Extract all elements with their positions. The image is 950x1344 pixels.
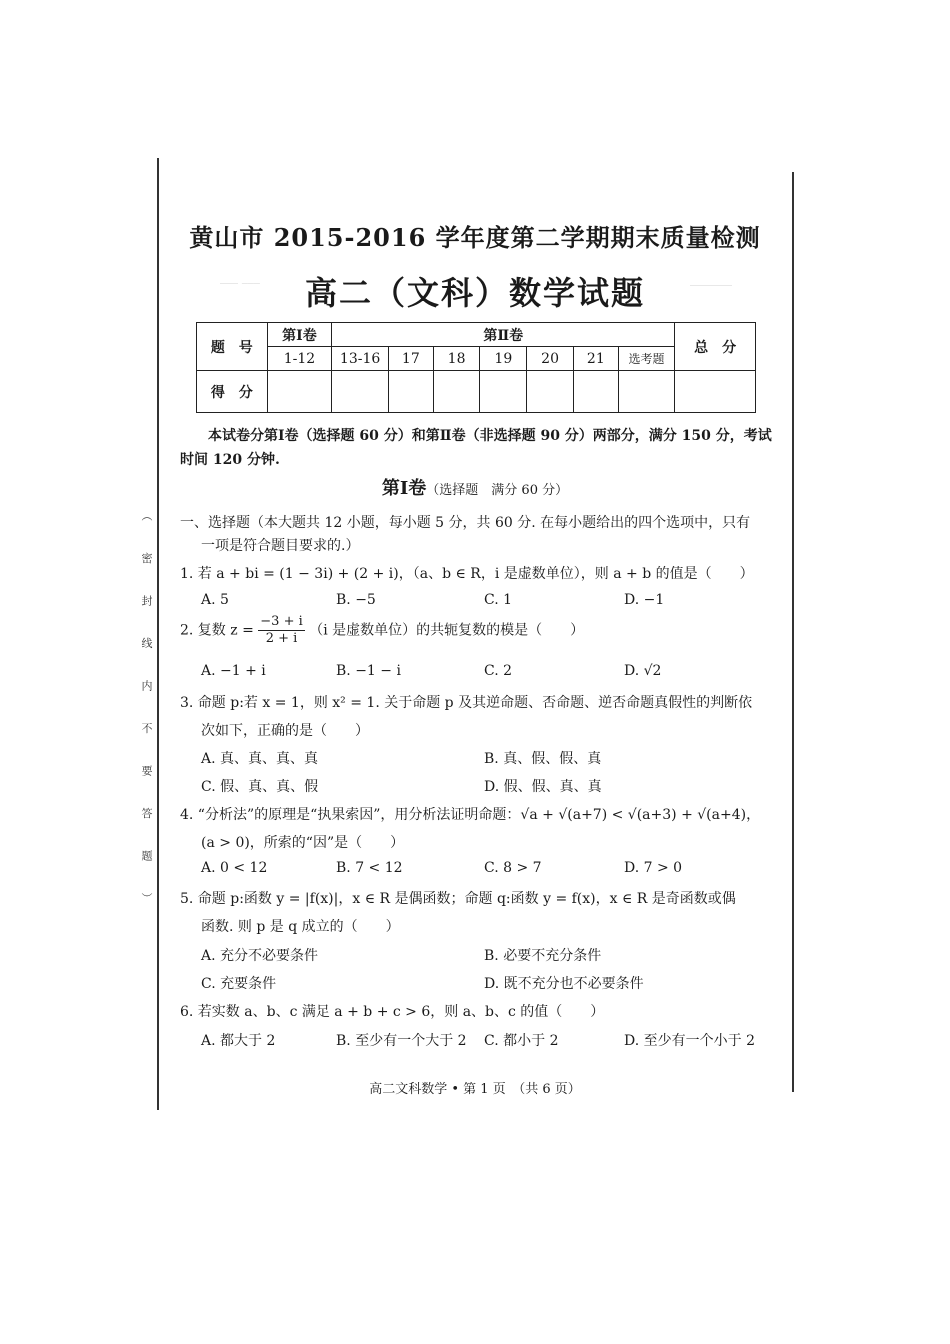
option-d: D. −1 [624, 592, 665, 608]
option-c: C. 都小于 2 [484, 1033, 559, 1049]
question-5-cont: 函数. 则 p 是 q 成立的（ ） [201, 919, 400, 935]
option-a: A. 都大于 2 [201, 1033, 276, 1049]
option-b: B. 必要不充分条件 [484, 948, 602, 964]
score-cell [332, 371, 389, 413]
score-cell [267, 371, 332, 413]
col-header: 18 [433, 347, 480, 371]
bleed-through-mark: _______ [690, 272, 732, 286]
score-cell [433, 371, 480, 413]
fraction-denominator: 2 + i [265, 631, 298, 646]
score-table [196, 322, 756, 413]
col-header: 1-12 [267, 347, 332, 371]
option-a: A. −1 + i [201, 663, 266, 679]
option-d: D. 至少有一个小于 2 [624, 1033, 755, 1049]
fraction-numerator: −3 + i [260, 614, 303, 629]
score-cell [527, 371, 574, 413]
score-cell [675, 371, 756, 413]
option-b: B. 真、假、假、真 [484, 751, 602, 767]
exam-subtitle: 高二（文科）数学试题 [304, 274, 645, 312]
question-6: 6. 若实数 a、b、c 满足 a + b + c > 6，则 a、b、c 的值（ ） [180, 1004, 605, 1020]
option-c: C. 1 [484, 592, 513, 608]
col-header: 17 [388, 347, 433, 371]
option-d: D. 7 > 0 [624, 860, 683, 876]
col-header: 20 [527, 347, 574, 371]
bleed-through-mark: ___ ___ [220, 270, 260, 284]
section-note: （选择题 满分 60 分） [426, 483, 569, 498]
total-header: 总 分 [675, 323, 756, 371]
page-footer: 高二文科数学 • 第 1 页 （共 6 页） [369, 1082, 581, 1097]
option-c: C. 8 > 7 [484, 860, 542, 876]
option-b: B. −5 [336, 592, 376, 608]
col-header: 21 [573, 347, 618, 371]
exam-title: 黄山市 2015-2016 学年度第二学期期末质量检测 [189, 223, 761, 252]
instructions-line: 一项是符合题目要求的.） [201, 538, 360, 554]
option-a: A. 0 < 12 [201, 860, 268, 876]
option-a: A. 5 [201, 592, 229, 608]
question-3: 3. 命题 p:若 x = 1，则 x² = 1. 关于命题 p 及其逆命题、否命题、逆否命题真假性的判断依 [180, 695, 753, 711]
option-c: C. 充要条件 [201, 976, 277, 992]
question-2-pre: 2. 复数 z = [180, 622, 254, 639]
exam-intro: 本试卷分第Ⅰ卷（选择题 60 分）和第Ⅱ卷（非选择题 90 分）两部分，满分 150 分，考试时间 120 分钟. [180, 428, 772, 468]
question-3-cont: 次如下，正确的是（ ） [201, 723, 369, 739]
row-label-score: 得 分 [197, 371, 268, 413]
instructions-line: 一、选择题（本大题共 12 小题，每小题 5 分，共 60 分. 在每小题给出的四个选项中，只有 [180, 515, 751, 531]
question-4-cont: (a > 0)，所索的“因”是（ ） [201, 835, 405, 851]
col-header: 选考题 [618, 347, 675, 371]
score-cell [573, 371, 618, 413]
option-d: D. 既不充分也不必要条件 [484, 976, 644, 992]
option-c: C. 假、真、真、假 [201, 779, 319, 795]
score-cell [480, 371, 527, 413]
option-b: B. −1 − i [336, 663, 401, 679]
score-cell [388, 371, 433, 413]
col-header: 19 [480, 347, 527, 371]
option-b: B. 至少有一个大于 2 [336, 1033, 467, 1049]
section-title: 第Ⅰ卷 [381, 478, 427, 499]
binding-margin-note: （ 密 封 线 内 不 要 答 题 ） [140, 510, 153, 918]
part1-header: 第Ⅰ卷 [267, 323, 332, 347]
question-2-post: （i 是虚数单位）的共轭复数的模是（ ） [309, 622, 585, 639]
part2-header: 第Ⅱ卷 [332, 323, 675, 347]
col-header: 13-16 [332, 347, 389, 371]
score-cell [618, 371, 675, 413]
option-d: D. √2 [624, 663, 662, 679]
option-b: B. 7 < 12 [336, 860, 403, 876]
option-d: D. 假、假、真、真 [484, 779, 602, 795]
option-a: A. 真、真、真、真 [201, 751, 319, 767]
question-1: 1. 若 a + bi = (1 − 3i) + (2 + i)，（a、b ∈ R，i 是虚数单位），则 a + b 的值是（ ） [180, 566, 754, 582]
option-c: C. 2 [484, 663, 513, 679]
fraction [258, 614, 304, 647]
question-2 [180, 614, 584, 647]
section-heading [0, 474, 950, 500]
option-a: A. 充分不必要条件 [201, 948, 319, 964]
question-4: 4. “分析法”的原理是“执果索因”，用分析法证明命题：√a + √(a+7) < √(a+3) + √(a+4)， [180, 807, 761, 823]
question-5: 5. 命题 p:函数 y = |f(x)|，x ∈ R 是偶函数；命题 q:函数 y = f(x)，x ∈ R 是奇函数或偶 [180, 891, 736, 907]
row-label-number: 题 号 [197, 323, 268, 371]
